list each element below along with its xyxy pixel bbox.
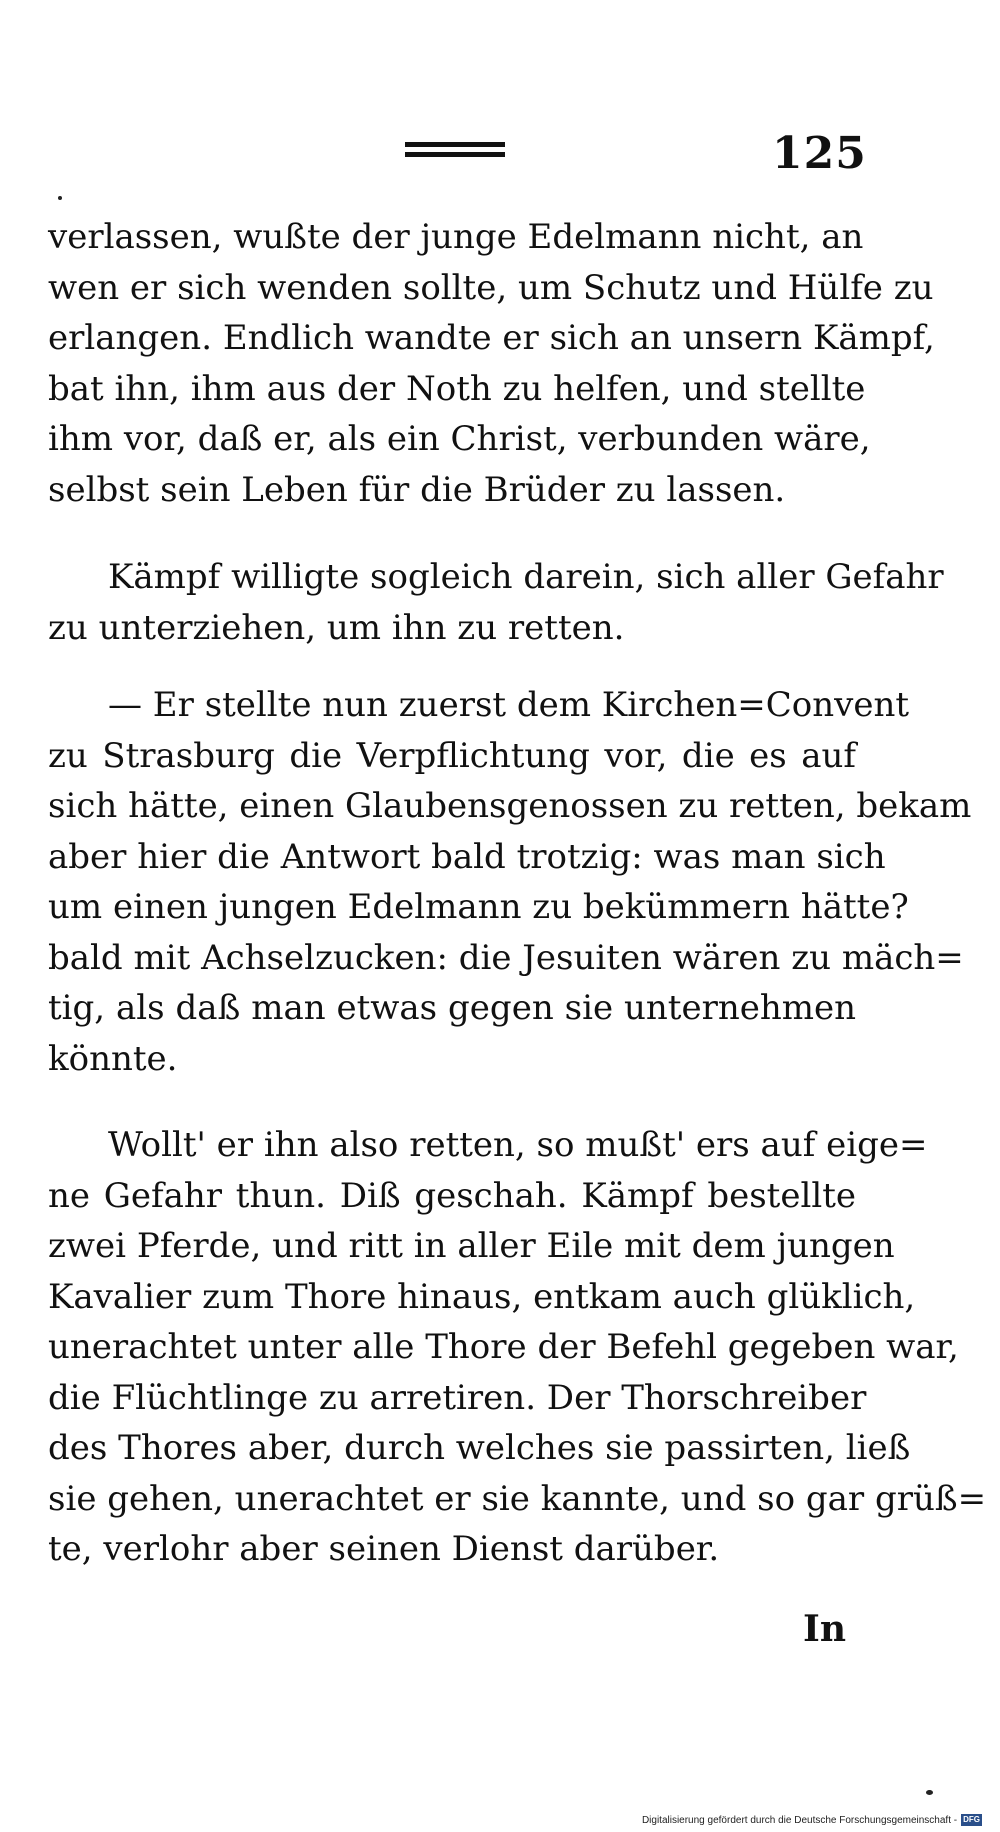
text-line: zu unterziehen, um ihn zu retten. [48,607,625,648]
text-line: wen er sich wenden sollte, um Schutz und Hülfe zu [48,267,934,308]
text-line: des Thores aber, durch welches sie passirten, ließ [48,1428,911,1468]
text-line: ne Gefahr thun. Diß geschah. Kämpf bestellte [48,1175,856,1216]
text-line: bat ihn, ihm aus der Noth zu helfen, und stellte [48,368,866,409]
text-line: sich hätte, einen Glaubensgenossen zu retten, bekam [48,786,972,826]
text-line: verlassen, wußte der junge Edelmann nicht, an [48,217,864,257]
catchword: In [803,1608,847,1650]
text-line: könnte. [48,1038,178,1079]
text-line: te, verlohr aber seinen Dienst darüber. [48,1529,720,1569]
paragraph-2 [48,552,944,653]
ink-speck [58,196,62,200]
header-double-rule [405,142,505,158]
text-line: zwei Pferde, und ritt in aller Eile mit dem jungen [48,1226,895,1266]
text-line: aber hier die Antwort bald trotzig: was man sich [48,836,886,877]
text-line: bald mit Achselzucken: die Jesuiten wären zu mäch= [48,937,964,978]
text-line: Wollt' er ihn also retten, so mußt' ers auf eige= [108,1125,928,1165]
text-line: — Er stellte nun zuerst dem Kirchen=Convent [108,685,910,725]
header-rule-bar-bottom [405,152,505,157]
paragraph-1 [48,212,935,515]
text-line: die Flüchtlinge zu arretiren. Der Thorschreiber [48,1377,867,1418]
page-number: 125 [772,128,867,179]
paragraph-4 [48,1120,987,1575]
text-line: zu Strasburg die Verpflichtung vor, die es auf [48,735,856,776]
text-line: selbst sein Leben für die Brüder zu lassen. [48,469,786,510]
text-line: unerachtet unter alle Thore der Befehl gegeben war, [48,1327,959,1367]
text-line: tig, als daß man etwas gegen sie unternehmen [48,988,856,1028]
digitization-credit [642,1814,982,1826]
paragraph-3 [48,680,972,1084]
credit-text: Digitalisierung gefördert durch die Deutsche Forschungsgemeinschaft - [641,1814,958,1826]
text-line: sie gehen, unerachtet er sie kannte, und so gar grüß= [48,1478,987,1519]
text-line: Kämpf willigte sogleich darein, sich aller Gefahr [108,557,944,597]
text-line: ihm vor, daß er, als ein Christ, verbunden wäre, [48,419,871,459]
header-rule-bar-top [405,142,505,147]
text-line: um einen jungen Edelmann zu bekümmern hätte? [48,887,909,927]
text-line: erlangen. Endlich wandte er sich an unsern Kämpf, [48,318,935,358]
ink-speck [926,1790,933,1795]
text-line: Kavalier zum Thore hinaus, entkam auch glüklich, [48,1276,916,1317]
dfg-logo: DFG [963,1815,980,1824]
